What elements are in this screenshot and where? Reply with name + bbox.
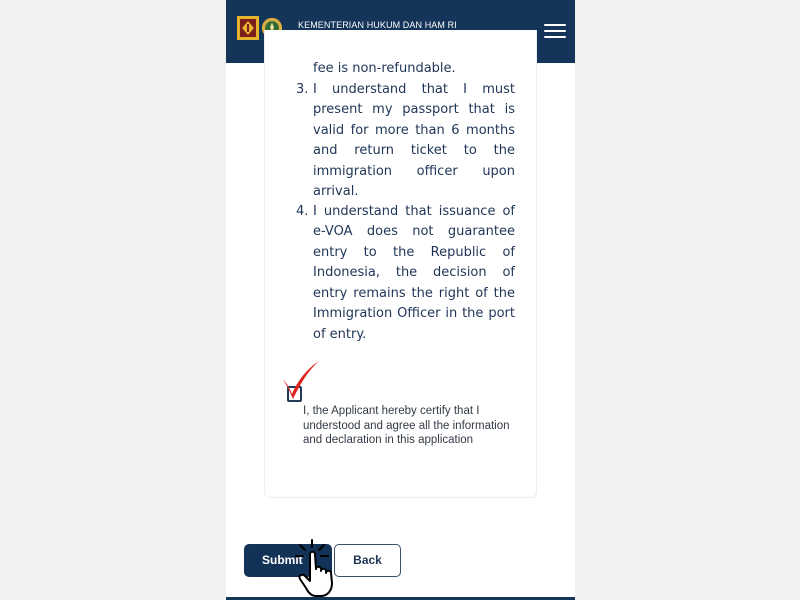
- term-word: return: [354, 143, 395, 159]
- term-word: of: [502, 204, 515, 219]
- term-line: [313, 202, 515, 222]
- term-word: remains: [353, 285, 406, 301]
- term-word: the: [411, 285, 433, 301]
- ministry-emblem-icon: [237, 16, 259, 40]
- hamburger-menu-icon[interactable]: [544, 24, 566, 40]
- term-word: present: [313, 102, 363, 118]
- term-word: that: [421, 82, 448, 97]
- phone-frame: [226, 0, 575, 600]
- term-word: I: [313, 82, 317, 97]
- term-word: that: [405, 204, 432, 219]
- term-word: does: [366, 224, 398, 240]
- term-word: of: [502, 244, 515, 260]
- term-word: I: [463, 82, 468, 97]
- term-word: the: [395, 265, 418, 281]
- term-word: Officer: [397, 306, 441, 321]
- term-4-last-line: of entry.: [313, 327, 367, 342]
- term-word: of: [502, 265, 515, 281]
- term-word: Republic: [430, 244, 487, 260]
- term-word: to: [463, 143, 477, 159]
- term-word: immigration: [313, 163, 393, 179]
- term-word: understand: [332, 82, 407, 97]
- term-line: [313, 121, 515, 141]
- term-word: is: [504, 102, 515, 118]
- term-line: [313, 243, 515, 263]
- term-line: [313, 222, 515, 242]
- term-word: 6: [451, 122, 460, 138]
- term-word: for: [350, 122, 369, 138]
- term-line: [313, 80, 515, 100]
- term-word: issuance: [438, 204, 496, 219]
- term-number-4: 4.: [296, 204, 309, 219]
- term-word: my: [372, 102, 393, 118]
- term-word: than: [415, 122, 445, 138]
- term-3-last-line: arrival.: [313, 184, 359, 199]
- term-word: port: [488, 306, 515, 321]
- term-word: ticket: [410, 143, 447, 159]
- term-word: not: [412, 224, 434, 240]
- term-word: decision: [433, 265, 487, 281]
- term-line: [313, 162, 515, 182]
- term-word: entry: [313, 285, 348, 301]
- term-word: and: [313, 143, 338, 159]
- term-word: Immigration: [313, 306, 393, 321]
- term-word: right: [438, 285, 470, 301]
- term-word: the: [393, 244, 415, 260]
- header-line-1: KEMENTERIAN HUKUM DAN HAM RI: [298, 20, 457, 30]
- term-word: Indonesia,: [313, 265, 380, 281]
- term-word: upon: [482, 163, 515, 179]
- term-word: that: [468, 102, 495, 118]
- term-word: of: [475, 285, 488, 301]
- term-word: to: [363, 244, 377, 260]
- red-checkmark-icon: [280, 358, 322, 402]
- term-number-3: 3.: [296, 82, 309, 97]
- term-word: the: [462, 306, 484, 321]
- term-word: entry: [313, 244, 348, 260]
- term-word: valid: [313, 122, 345, 138]
- submit-button[interactable]: Submit: [244, 544, 332, 577]
- term-line: [313, 304, 515, 324]
- term-word: in: [445, 306, 458, 321]
- term-prev-tail: fee is non-refundable.: [313, 61, 456, 76]
- term-word: months: [466, 122, 515, 138]
- term-line: [313, 284, 515, 304]
- term-word: passport: [402, 102, 459, 118]
- term-word: the: [493, 143, 515, 159]
- term-word: more: [375, 122, 409, 138]
- term-word: guarantee: [447, 224, 515, 240]
- back-button[interactable]: Back: [334, 544, 401, 577]
- term-line: [313, 100, 515, 120]
- term-word: e-VOA: [313, 224, 353, 240]
- certify-label: I, the Applicant hereby certify that I understood and agree all the information and declaration in this application: [303, 405, 510, 446]
- term-word: must: [482, 82, 515, 97]
- term-line: [313, 141, 515, 161]
- term-line: [313, 263, 515, 283]
- term-word: officer: [416, 163, 458, 179]
- term-word: the: [493, 285, 515, 301]
- term-word: understand: [323, 204, 399, 219]
- term-word: I: [313, 204, 317, 219]
- hand-pointer-icon: [294, 538, 352, 598]
